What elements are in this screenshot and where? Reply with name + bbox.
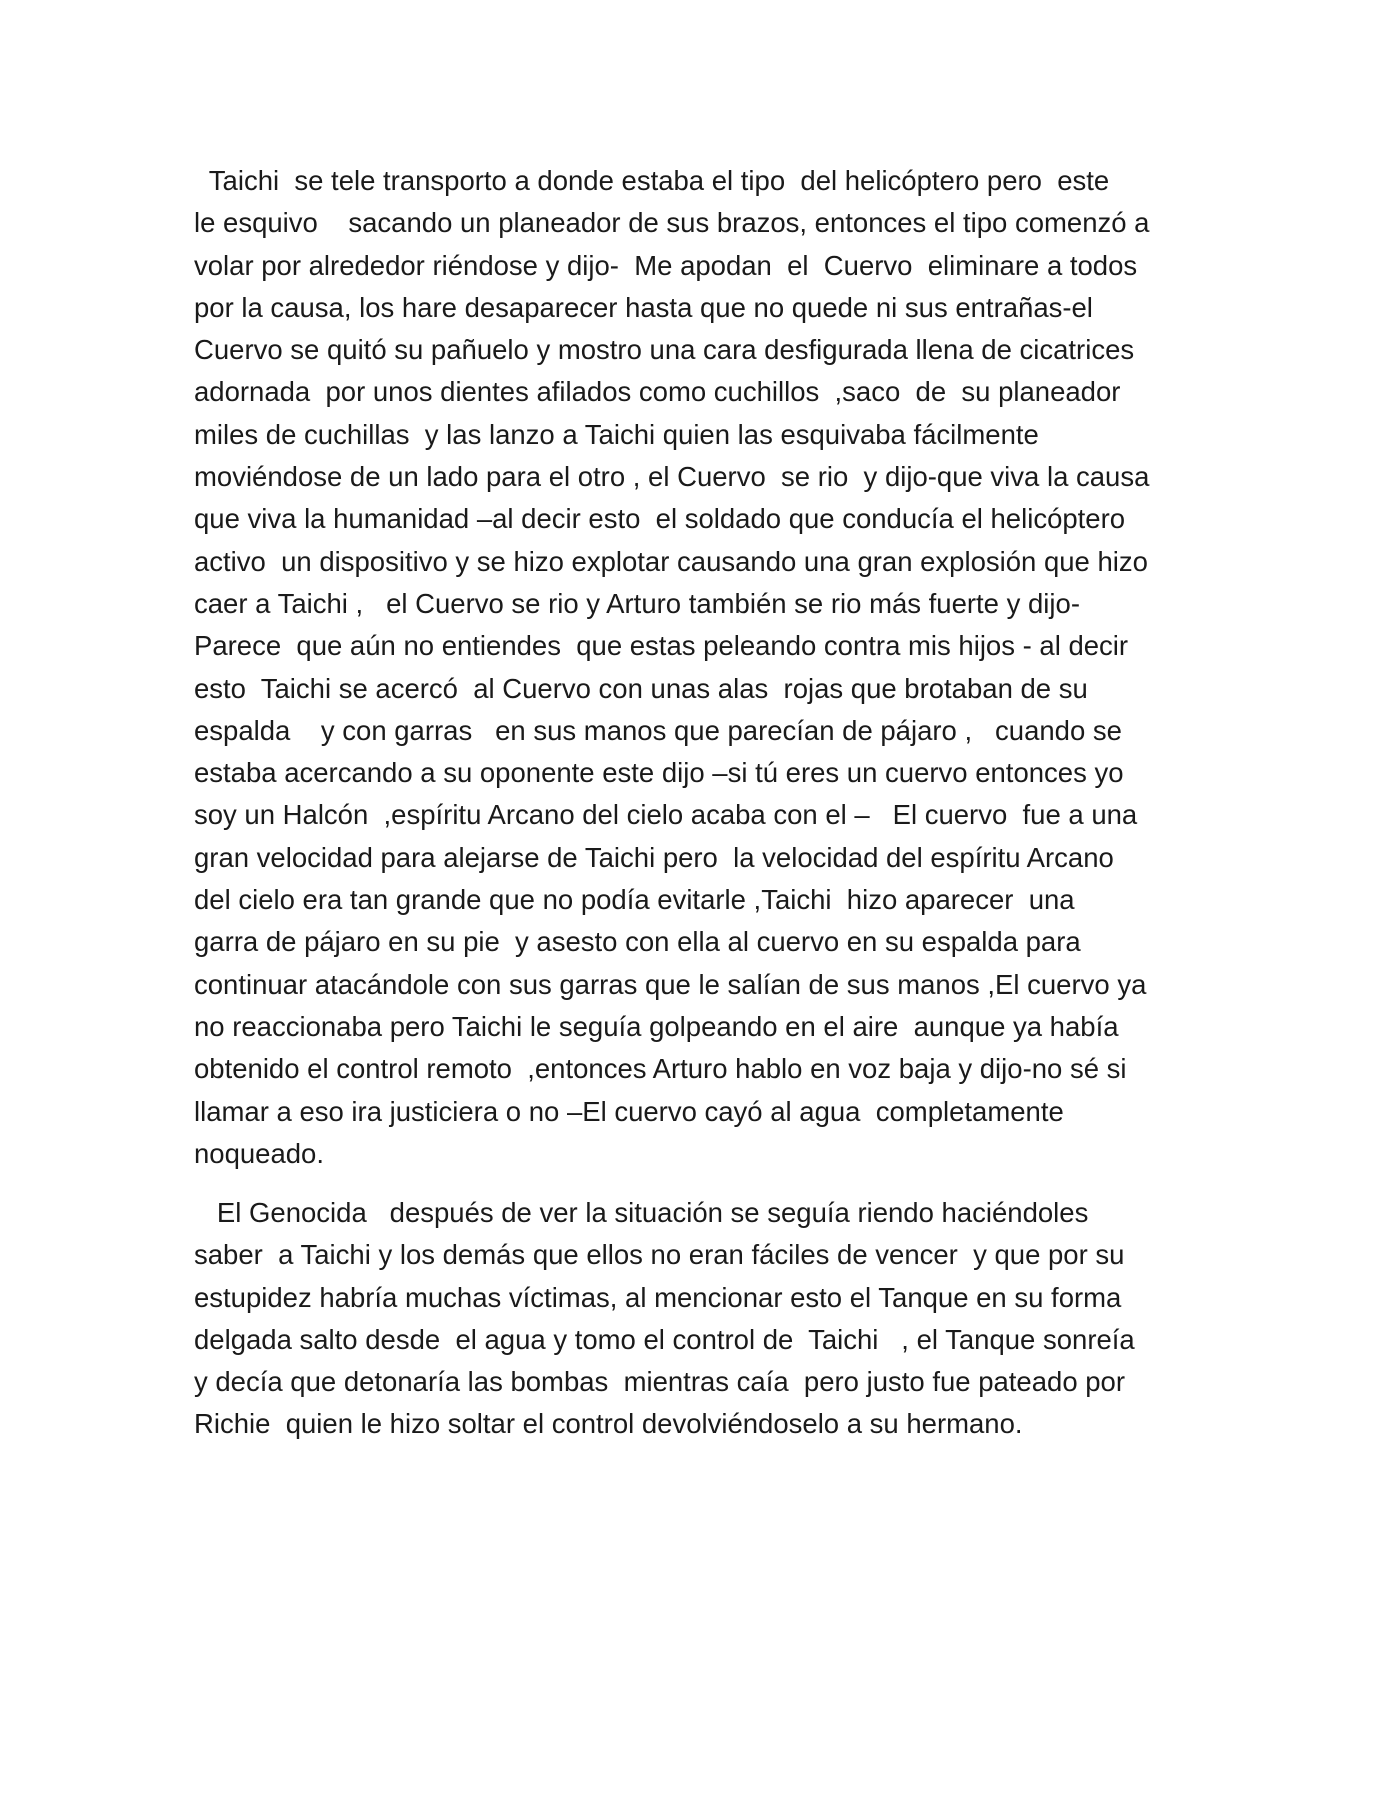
text-line: gran velocidad para alejarse de Taichi pero la velocidad del espíritu Arcano — [194, 841, 1114, 873]
text-line: llamar a eso ira justiciera o no –El cuervo cayó al agua completamente — [194, 1095, 1064, 1127]
text-line: caer a Taichi , el Cuervo se rio y Arturo también se rio más fuerte y dijo- — [194, 587, 1080, 619]
text-line: adornada por unos dientes afilados como cuchillos ,saco de su planeador — [194, 376, 1121, 408]
text-line: miles de cuchillas y las lanzo a Taichi quien las esquivaba fácilmente — [194, 418, 1039, 450]
text-line: espalda y con garras en sus manos que parecían de pájaro , cuando se — [194, 714, 1122, 746]
text-line: El Genocida después de ver la situación se seguía riendo haciéndoles — [194, 1197, 1089, 1228]
text-line: activo un dispositivo y se hizo explotar causando una gran explosión que hizo — [194, 545, 1148, 577]
text-line: soy un Halcón ,espíritu Arcano del cielo acaba con el – El cuervo fue a una — [194, 799, 1138, 831]
text-line: noqueado. — [194, 1137, 324, 1169]
text-line: saber a Taichi y los demás que ellos no eran fáciles de vencer y que por su — [194, 1239, 1125, 1271]
text-line: no reaccionaba pero Taichi le seguía golpeando en el aire aunque ya había — [194, 1010, 1119, 1042]
text-line: obtenido el control remoto ,entonces Arturo hablo en voz baja y dijo-no sé si — [194, 1053, 1127, 1085]
text-line: del cielo era tan grande que no podía evitarle ,Taichi hizo aparecer una — [194, 884, 1075, 916]
text-line: delgada salto desde el agua y tomo el control de Taichi , el Tanque sonreía — [194, 1323, 1135, 1355]
text-line: estaba acercando a su oponente este dijo –si tú eres un cuervo entonces yo — [194, 757, 1124, 789]
text-line: Richie quien le hizo soltar el control devolviéndoselo a su hermano. — [194, 1408, 1023, 1440]
paragraph-2 — [194, 1192, 1214, 1446]
text-line: moviéndose de un lado para el otro , el Cuervo se rio y dijo-que viva la causa — [194, 461, 1150, 493]
text-line: Taichi se tele transporto a donde estaba el tipo del helicóptero pero este — [194, 165, 1110, 196]
text-line: volar por alrededor riéndose y dijo- Me apodan el Cuervo eliminare a todos — [194, 249, 1138, 281]
paragraph-1 — [194, 160, 1214, 1175]
text-line: garra de pájaro en su pie y asesto con ella al cuervo en su espalda para — [194, 926, 1081, 958]
text-line: esto Taichi se acercó al Cuervo con unas alas rojas que brotaban de su — [194, 672, 1088, 704]
text-line: estupidez habría muchas víctimas, al mencionar esto el Tanque en su forma — [194, 1281, 1122, 1313]
text-line: Parece que aún no entiendes que estas peleando contra mis hijos - al decir — [194, 630, 1129, 662]
text-line: le esquivo sacando un planeador de sus brazos, entonces el tipo comenzó a — [194, 207, 1150, 239]
text-line: y decía que detonaría las bombas mientras caía pero justo fue pateado por — [194, 1366, 1125, 1398]
text-line: Cuervo se quitó su pañuelo y mostro una cara desfigurada llena de cicatrices — [194, 334, 1135, 366]
text-line: continuar atacándole con sus garras que le salían de sus manos ,El cuervo ya — [194, 968, 1147, 1000]
text-line: que viva la humanidad –al decir esto el soldado que conducía el helicóptero — [194, 503, 1126, 535]
text-line: por la causa, los hare desaparecer hasta que no quede ni sus entrañas-el — [194, 291, 1093, 323]
